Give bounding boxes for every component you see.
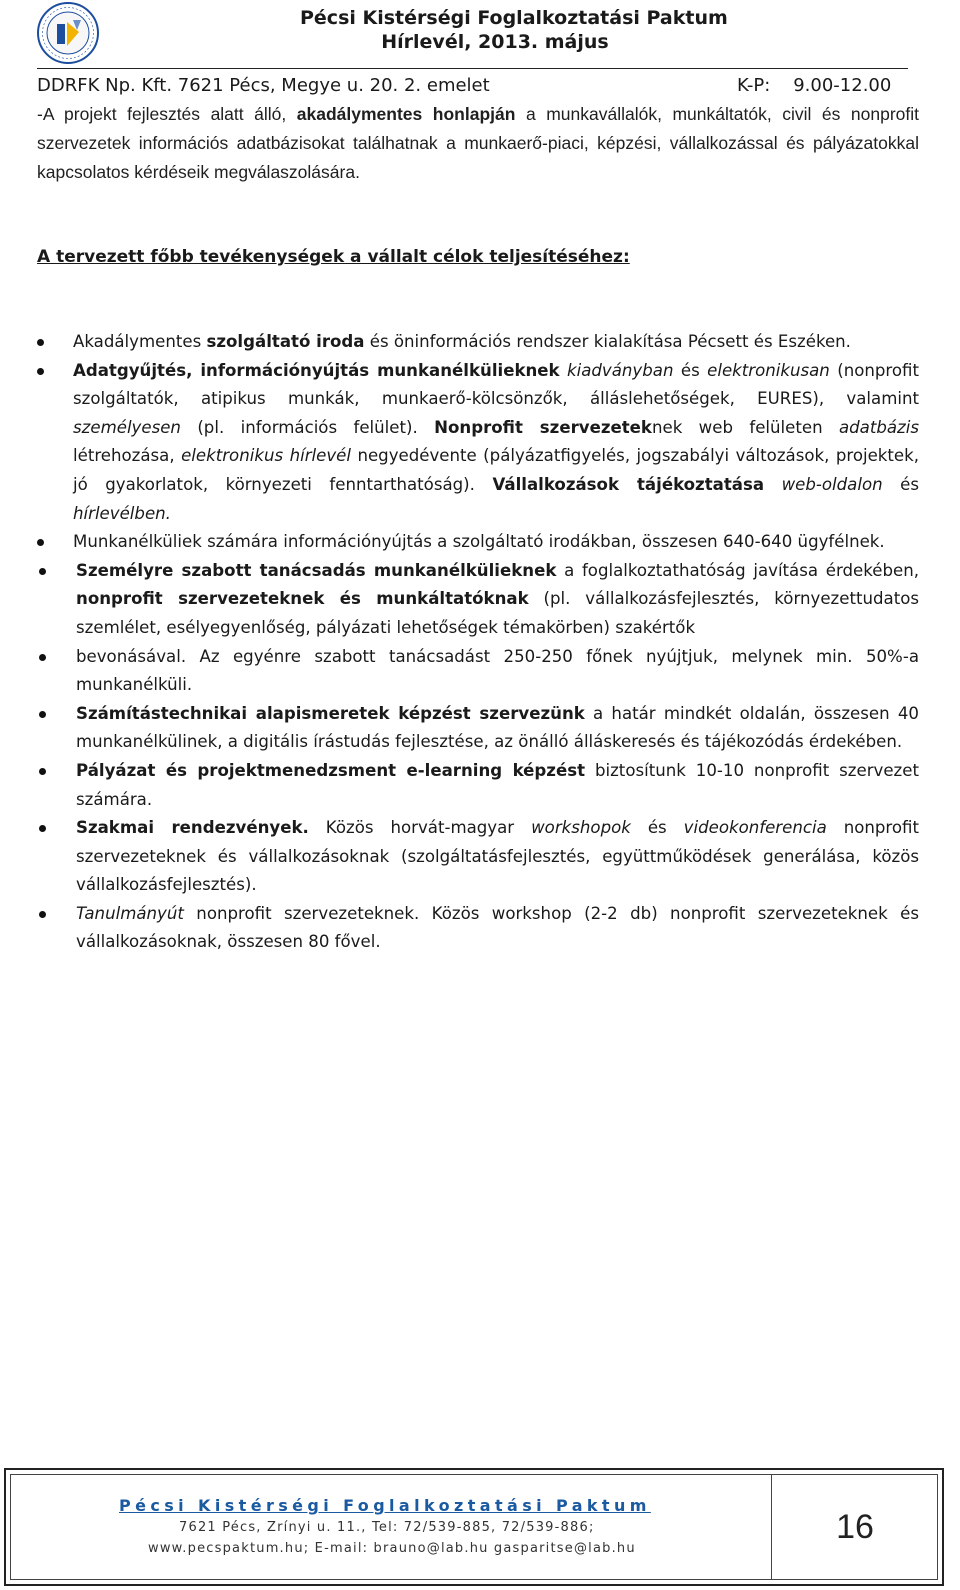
- hours-value: 9.00-12.00: [793, 75, 892, 96]
- item-text: [560, 361, 567, 380]
- item-text: a foglalkoztathatóság javítása érdekében,: [556, 560, 919, 580]
- intro-paragraph: [37, 100, 919, 187]
- item-italic: Tanulmányút: [76, 903, 184, 923]
- item-text: nek web felületen: [651, 417, 839, 437]
- item-bold: Szakmai rendezvények.: [76, 818, 309, 838]
- title-line-1: Pécsi Kistérségi Foglalkoztatási Paktum: [300, 7, 728, 29]
- header-rule: [37, 68, 908, 69]
- item-bold: Adatgyűjtés, információnyújtás munkanélkülieknek: [73, 360, 560, 380]
- item-bold: Vállalkozások tájékoztatása: [492, 474, 765, 494]
- bullet-icon: [39, 568, 46, 575]
- office-hours: [737, 74, 891, 98]
- section-subheading: A tervezett főbb tevékenységek a vállalt célok teljesítéséhez:: [37, 247, 630, 267]
- list-item: [37, 528, 919, 557]
- item-italic: web-oldalon: [781, 474, 883, 494]
- item-text: (pl. vállalkozásfejlesztés, környezettudatos szemlélet, esélyegyenlőség, pályázati lehetőségek témakörben) szakértők: [76, 589, 919, 637]
- item-text: a határ mindkét oldalán, összesen 40 munkanélkülinek, a digitális írástudás fejlesztése, az önálló álláskeresés és tájékozódás érdekében.: [76, 703, 919, 752]
- title-line-2: Hírlevél, 2013. május: [381, 31, 609, 53]
- item-bold: nonprofit szervezeteknek és munkáltatóknak: [76, 589, 529, 609]
- item-text: és: [673, 360, 708, 380]
- item-bold: Számítástechnikai alapismeretek képzést szervezünk: [76, 703, 585, 723]
- item-text: (pl. információs felület).: [180, 417, 435, 437]
- item-italic: elektronikus hírlevél: [181, 446, 351, 466]
- item-text: biztosítunk 10-10 nonprofit szervezet számára.: [76, 760, 919, 809]
- item-italic: hírlevélben.: [73, 503, 171, 523]
- item-italic: kiadványban: [567, 360, 674, 380]
- item-bold: Pályázat és projektmenedzsment e-learning képzést: [76, 760, 586, 780]
- footer-contact: [91, 1495, 771, 1559]
- item-text: Munkanélküliek számára információnyújtás a szolgáltató irodákban, összesen 640-640 ügyfélnek.: [73, 532, 885, 552]
- item-italic: workshopok: [531, 818, 631, 838]
- bullet-icon: [37, 539, 44, 546]
- bullet-icon: [39, 711, 46, 718]
- list-item: [37, 900, 919, 957]
- list-item: [37, 814, 919, 900]
- list-item: [37, 328, 919, 357]
- item-text: és öninformációs rendszer kialakítása Pécsett és Eszéken.: [364, 332, 851, 351]
- hours-label: K-P:: [737, 75, 771, 96]
- list-item: [37, 643, 919, 700]
- intro-prefix: -A projekt fejlesztés alatt álló,: [37, 104, 297, 124]
- item-italic: videokonferencia: [683, 818, 827, 838]
- bullet-icon: [37, 339, 44, 346]
- list-item: [37, 357, 919, 529]
- item-text: nonprofit szervezeteknek és vállalkozásoknak (szolgáltatásfejlesztés, együttműködések generálása, közös vállalkozásfejlesztés).: [76, 818, 919, 895]
- item-bold: Személyre szabott tanácsadás munkanélkülieknek: [76, 560, 557, 580]
- activity-list: [37, 328, 919, 957]
- footer-inner-frame: [10, 1474, 938, 1580]
- item-text: és: [630, 818, 684, 838]
- item-text: bevonásával. Az egyénre szabott tanácsadást 250-250 főnek nyújtjuk, melynek min. 50%-a munkanélküli.: [76, 646, 919, 695]
- item-italic: adatbázis: [838, 417, 920, 437]
- list-item: [37, 700, 919, 757]
- item-bold: szolgáltató iroda: [206, 332, 365, 351]
- page-footer: [4, 1468, 944, 1586]
- item-text: [764, 475, 782, 494]
- page-number: 16: [836, 1507, 874, 1546]
- bullet-icon: [39, 768, 46, 775]
- item-italic: személyesen: [73, 417, 181, 437]
- footer-divider: [771, 1475, 772, 1579]
- bullet-icon: [39, 825, 46, 832]
- bullet-icon: [39, 654, 46, 661]
- list-item: [37, 757, 919, 814]
- item-italic: elektronikusan: [707, 360, 830, 380]
- intro-suffix: a munkavállalók, munkáltatók, civil és nonprofit szervezetek információs adatbázisokat találhatnak a munkaerő-piaci, képzési, vállalkozással és pályázatokkal kapcsolatos kérdéseik megválaszolására.: [37, 104, 919, 182]
- intro-bold: akadálymentes honlapján: [296, 104, 516, 124]
- footer-address: 7621 Pécs, Zrínyi u. 11., Tel: 72/539-885, 72/539-886;: [179, 1520, 595, 1535]
- list-item: [37, 557, 919, 643]
- item-text: (nonprofit szolgáltatók, atipikus munkák, munkaerő-kölcsönzők, álláslehetőségek, EURES), valamint: [73, 360, 919, 409]
- footer-org-name: Pécsi Kistérségi Foglalkoztatási Paktum: [119, 1496, 651, 1515]
- item-text: Akadálymentes: [73, 332, 207, 351]
- bullet-icon: [37, 368, 44, 375]
- item-bold: Nonprofit szervezetek: [434, 417, 652, 437]
- item-text: nonprofit szervezeteknek. Közös workshop (2-2 db) nonprofit szervezeteknek és vállalkozásoknak, összesen 80 fővel.: [76, 903, 919, 952]
- item-text: létrehozása,: [73, 446, 182, 466]
- newsletter-title: [300, 6, 728, 54]
- bullet-icon: [39, 911, 46, 918]
- item-text: negyedévente (pályázatfigyelés, jogszabályi változások, projektek, jó gyakorlatok, környezeti fenntarthatóság).: [73, 446, 920, 494]
- item-text: és: [882, 474, 919, 494]
- item-text: Közös horvát-magyar: [308, 818, 532, 838]
- footer-web-email: www.pecspaktum.hu; E-mail: brauno@lab.hu gasparitse@lab.hu: [148, 1541, 636, 1556]
- header-address-line: [37, 74, 907, 98]
- header-address: DDRFK Np. Kft. 7621 Pécs, Megye u. 20. 2. emelet: [37, 75, 490, 96]
- paktum-logo: [37, 2, 99, 64]
